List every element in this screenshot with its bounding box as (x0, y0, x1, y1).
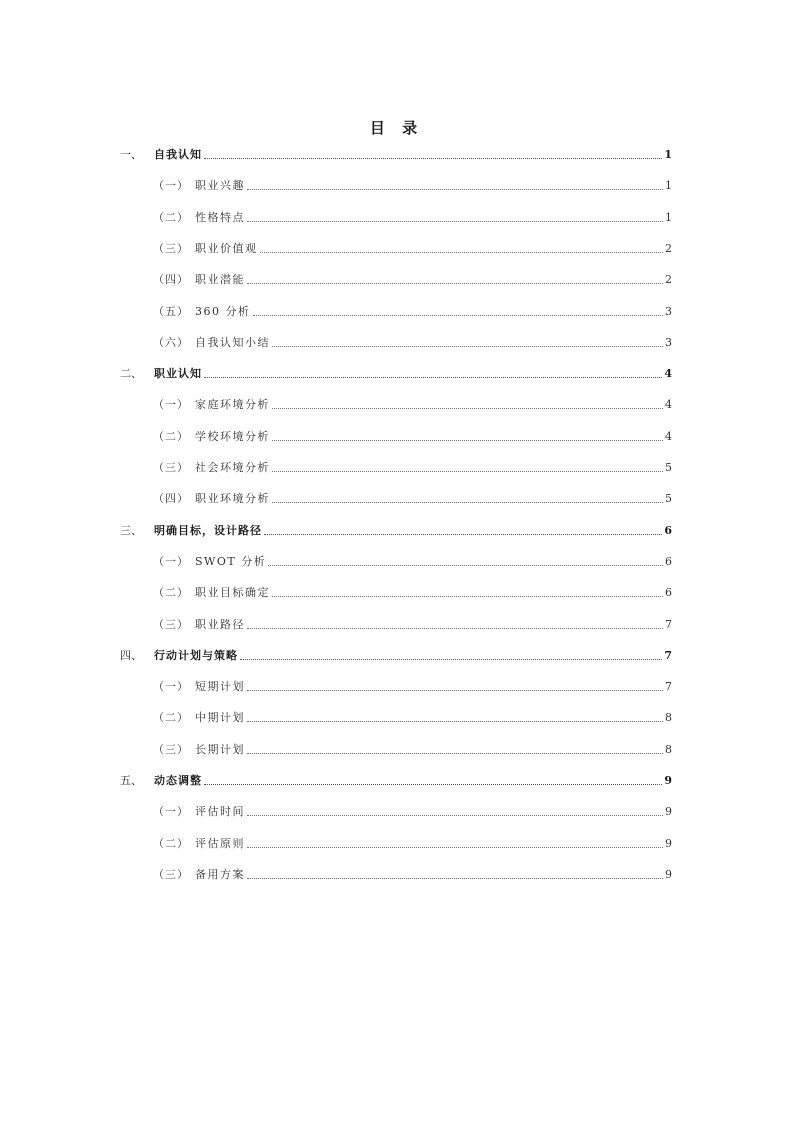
toc-entry-label: 学校环境分析 (195, 429, 270, 443)
toc-entry-label: 职业环境分析 (195, 492, 270, 506)
toc-section-entry[interactable] (153, 553, 672, 569)
toc-page-number: 7 (665, 680, 672, 694)
toc-chapter-entry[interactable] (120, 365, 672, 381)
toc-entry-label: 自我认知小结 (195, 335, 270, 349)
toc-entry-number: 三、 (120, 523, 142, 537)
toc-page-number: 2 (665, 273, 672, 287)
toc-section-entry[interactable] (153, 428, 672, 444)
toc-entry-number: （三） (153, 617, 189, 631)
toc-dot-leader (272, 439, 663, 441)
toc-entry-label: 动态调整 (154, 774, 202, 787)
toc-page-number: 9 (665, 836, 672, 850)
toc-entry-number: （三） (153, 461, 189, 474)
toc-page-number: 8 (665, 742, 672, 756)
toc-entry-label: 行动计划与策略 (154, 648, 238, 662)
toc-entry-number: （三） (153, 241, 189, 255)
toc-section-entry[interactable] (153, 584, 672, 600)
toc-entry-label: 中期计划 (195, 711, 245, 725)
toc-section-entry[interactable] (153, 866, 672, 882)
toc-entry-number: 四、 (120, 648, 142, 662)
toc-entry-label: 社会环境分析 (195, 461, 270, 474)
toc-entry-label: 360 分析 (195, 304, 251, 318)
toc-page-number: 6 (665, 554, 672, 568)
toc-entry-label: 明确目标，设计路径 (154, 523, 262, 537)
toc-page-number: 5 (665, 492, 672, 506)
toc-entry-number: （二） (153, 210, 189, 224)
toc-entry-label: 职业目标确定 (195, 586, 270, 600)
toc-dot-leader (272, 345, 663, 347)
toc-entry-number: （三） (153, 742, 189, 756)
toc-page-number: 9 (664, 774, 672, 787)
toc-dot-leader (247, 752, 663, 754)
toc-page-number: 8 (665, 711, 672, 725)
toc-dot-leader (247, 689, 663, 691)
toc-chapter-entry[interactable] (120, 772, 672, 788)
toc-entry-number: （二） (153, 711, 189, 725)
toc-page-number: 4 (664, 367, 672, 381)
toc-section-entry[interactable] (153, 803, 672, 819)
toc-page-number: 4 (665, 398, 672, 412)
toc-page-number: 9 (665, 867, 672, 881)
toc-section-entry[interactable] (153, 616, 672, 632)
toc-dot-leader (272, 407, 663, 409)
toc-entry-number: 一、 (120, 148, 142, 161)
toc-page-number: 6 (664, 523, 672, 537)
toc-dot-leader (247, 720, 663, 722)
toc-dot-leader (247, 188, 663, 190)
toc-section-entry[interactable] (153, 334, 672, 350)
toc-section-entry[interactable] (153, 240, 672, 256)
toc-page-number: 7 (664, 648, 672, 662)
toc-dot-leader (247, 877, 663, 879)
toc-entry-label: 职业价值观 (195, 241, 258, 255)
toc-page-number: 1 (664, 148, 672, 161)
toc-section-entry[interactable] (153, 303, 672, 319)
toc-dot-leader (247, 220, 663, 222)
toc-entry-number: （一） (153, 179, 189, 193)
toc-dot-leader (260, 251, 664, 253)
toc-entry-label: 职业认知 (154, 367, 202, 381)
toc-dot-leader (247, 814, 663, 816)
toc-entry-label: 自我认知 (154, 148, 202, 161)
toc-entry-label: SWOT 分析 (195, 554, 267, 568)
toc-title: 目 录 (369, 119, 424, 137)
toc-entry-number: （二） (153, 836, 189, 850)
toc-section-entry[interactable] (153, 678, 672, 694)
toc-chapter-entry[interactable] (120, 647, 672, 663)
toc-dot-leader (247, 627, 663, 629)
toc-entry-label: 性格特点 (195, 210, 245, 224)
toc-entry-number: （一） (153, 805, 189, 819)
toc-page-number: 3 (665, 335, 672, 349)
toc-entry-number: （三） (153, 867, 189, 881)
toc-page-number: 5 (665, 461, 672, 474)
toc-page-number: 7 (665, 617, 672, 631)
toc-section-entry[interactable] (153, 177, 672, 193)
toc-dot-leader (247, 282, 663, 284)
toc-entry-label: 职业兴趣 (195, 179, 245, 193)
toc-dot-leader (253, 314, 664, 316)
toc-page-number: 6 (665, 586, 672, 600)
toc-section-entry[interactable] (153, 741, 672, 757)
toc-entry-number: （一） (153, 398, 189, 412)
toc-entry-label: 职业潜能 (195, 273, 245, 287)
toc-page-number: 1 (665, 179, 672, 193)
toc-dot-leader (272, 501, 663, 503)
toc-entry-number: 二、 (120, 367, 142, 381)
toc-dot-leader (204, 157, 662, 159)
toc-dot-leader (272, 470, 663, 472)
toc-entry-number: （一） (153, 554, 189, 568)
toc-entry-label: 短期计划 (195, 680, 245, 694)
toc-section-entry[interactable] (153, 396, 672, 412)
toc-entry-number: 五、 (120, 774, 142, 787)
toc-entry-label: 评估原则 (195, 836, 245, 850)
toc-entry-label: 职业路径 (195, 617, 245, 631)
toc-entry-number: （二） (153, 429, 189, 443)
toc-page-number: 9 (665, 805, 672, 819)
toc-section-entry[interactable] (153, 271, 672, 287)
toc-entry-number: （五） (153, 304, 189, 318)
toc-entry-number: （四） (153, 273, 189, 287)
toc-section-entry[interactable] (153, 709, 672, 725)
toc-section-entry[interactable] (153, 459, 672, 475)
toc-dot-leader (204, 783, 662, 785)
toc-entry-number: （六） (153, 335, 189, 349)
toc-entry-number: （四） (153, 492, 189, 506)
toc-entry-label: 长期计划 (195, 742, 245, 756)
toc-page-number: 1 (665, 210, 672, 224)
toc-chapter-entry[interactable] (120, 522, 672, 538)
toc-entry-number: （一） (153, 680, 189, 694)
toc-page-number: 4 (665, 429, 672, 443)
toc-dot-leader (264, 533, 662, 535)
toc-page-number: 3 (665, 304, 672, 318)
toc-dot-leader (240, 658, 662, 660)
toc-entry-number: （二） (153, 586, 189, 600)
toc-chapter-entry[interactable] (120, 146, 672, 162)
toc-dot-leader (268, 564, 663, 566)
toc-section-entry[interactable] (153, 490, 672, 506)
toc-entry-label: 评估时间 (195, 805, 245, 819)
toc-entry-label: 家庭环境分析 (195, 398, 270, 412)
toc-section-entry[interactable] (153, 209, 672, 225)
toc-section-entry[interactable] (153, 835, 672, 851)
toc-entry-label: 备用方案 (195, 867, 245, 881)
toc-page-number: 2 (665, 241, 672, 255)
toc-dot-leader (204, 376, 662, 378)
toc-dot-leader (247, 846, 663, 848)
toc-dot-leader (272, 595, 663, 597)
